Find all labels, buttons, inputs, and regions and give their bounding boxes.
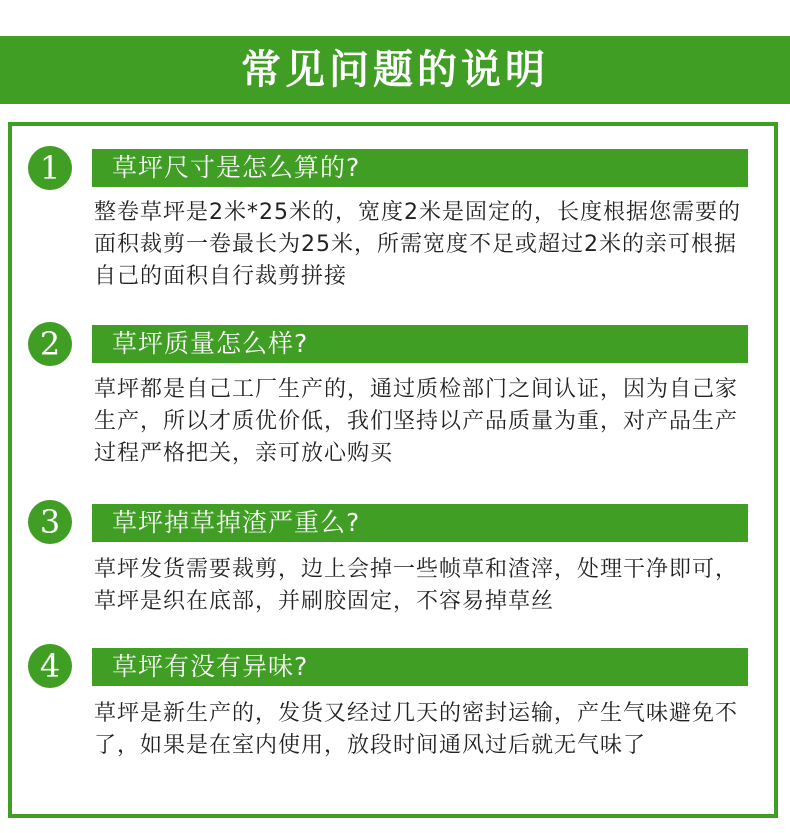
faq-question: 草坪尺寸是怎么算的? [112, 153, 361, 182]
faq-number-badge: 2 [28, 322, 72, 366]
faq-question-bar [92, 149, 748, 187]
header-banner [0, 36, 790, 104]
faq-answer: 草坪是新生产的，发货又经过几天的密封运输，产生气味避免不了，如果是在室内使用，放段时间通风过后就无气味了 [94, 701, 739, 758]
faq-question-bar [92, 648, 748, 686]
faq-number-badge: 3 [28, 500, 72, 544]
faq-question: 草坪有没有异味? [112, 652, 309, 681]
page-title: 常见问题的说明 [241, 47, 549, 93]
faq-number-badge: 4 [28, 644, 72, 688]
faq-answer: 草坪发货需要裁剪，边上会掉一些帧草和渣滓，处理干净即可，草坪是织在底部，并刷胶固定，不容易掉草丝 [94, 557, 739, 614]
faq-question: 草坪掉草掉渣严重么? [112, 508, 361, 537]
faq-question: 草坪质量怎么样? [112, 329, 309, 358]
faq-number-badge: 1 [28, 146, 72, 190]
faq-answer: 草坪都是自己工厂生产的，通过质检部门之间认证，因为自己家生产，所以才质优价低，我们坚持以产品质量为重，对产品生产过程严格把关，亲可放心购买 [94, 377, 739, 466]
faq-answer: 整卷草坪是2米*25米的，宽度2米是固定的，长度根据您需要的面积裁剪一卷最长为25米，所需宽度不足或超过2米的亲可根据自己的面积自行裁剪拼接 [94, 200, 741, 289]
faq-question-bar [92, 504, 748, 542]
faq-question-bar [92, 325, 748, 363]
